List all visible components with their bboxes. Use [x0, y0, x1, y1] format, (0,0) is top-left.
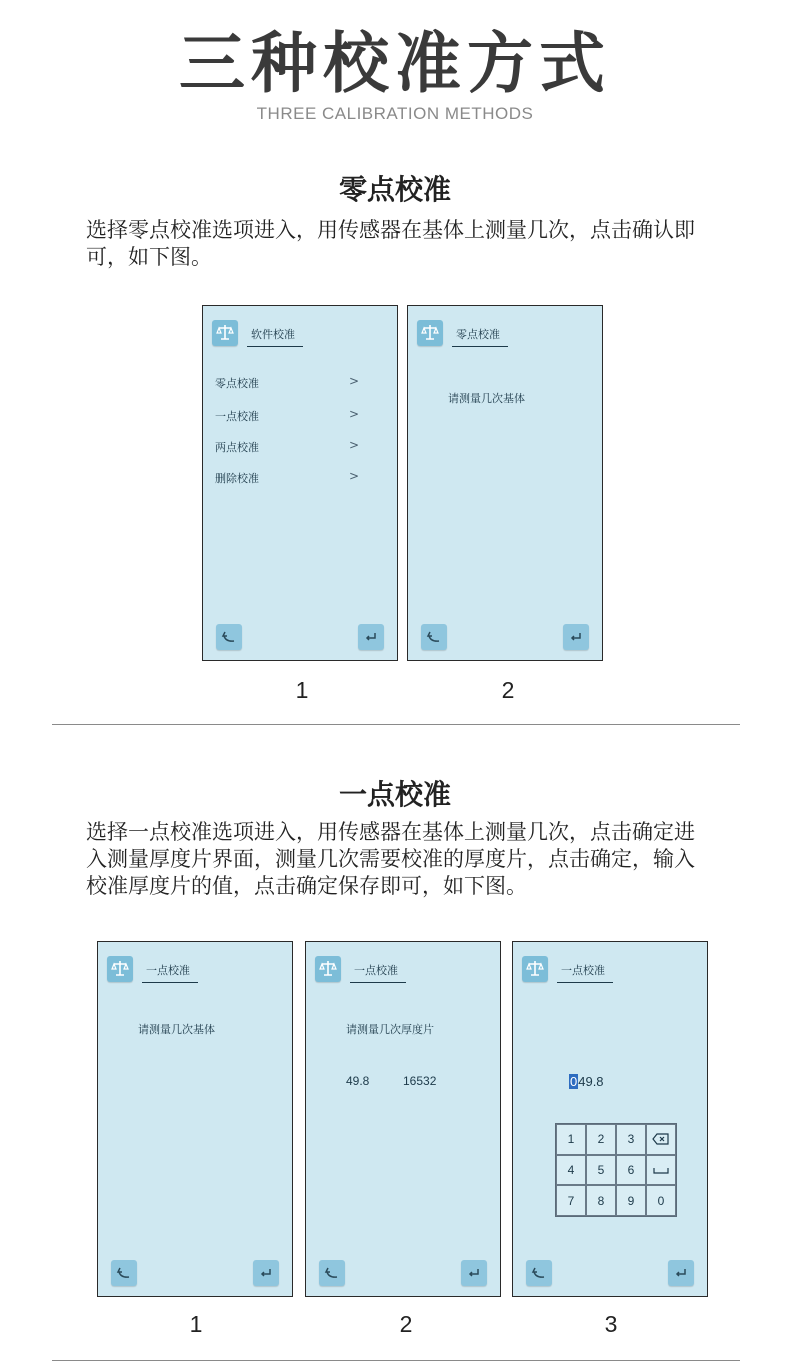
space-key[interactable]: [646, 1155, 676, 1186]
menu-item-two-point-calibration[interactable]: [215, 439, 365, 455]
measure-prompt: 请测量几次基体: [138, 1023, 215, 1036]
thickness-entry-field[interactable]: [569, 1074, 604, 1089]
section-one-point-description: 选择一点校准选项进入，用传感器在基体上测量几次，点击确定进入测量厚度片界面，测量几次需要校准的厚度片，点击确定，输入校准厚度片的值，点击确定保存即可，如下图。: [86, 820, 695, 898]
menu-item-label: 删除校准: [215, 472, 259, 485]
enter-icon: [362, 628, 380, 646]
key-4[interactable]: 4: [556, 1155, 586, 1186]
section-one-point-title: 一点校准: [338, 778, 451, 811]
chevron-right-icon: >: [349, 469, 360, 483]
menu-item-label: 零点校准: [215, 377, 259, 390]
section-divider: [52, 724, 740, 725]
key-0[interactable]: 0: [646, 1185, 676, 1216]
key-6[interactable]: 6: [616, 1155, 646, 1186]
figure-label: 2: [501, 677, 515, 703]
screen-title: 一点校准: [350, 962, 406, 983]
menu-item-one-point-calibration[interactable]: [215, 408, 365, 424]
back-button[interactable]: [421, 624, 447, 650]
menu-item-zero-calibration[interactable]: [215, 375, 365, 391]
key-2[interactable]: 2: [586, 1124, 616, 1155]
key-8[interactable]: 8: [586, 1185, 616, 1216]
section-zero-description: 选择零点校准选项进入，用传感器在基体上测量几次，点击确认即可，如下图。: [86, 218, 695, 269]
confirm-button[interactable]: [461, 1260, 487, 1286]
menu-item-label: 一点校准: [215, 410, 259, 423]
numeric-keypad: [555, 1123, 677, 1217]
scale-icon: [522, 956, 548, 982]
figure-label: 1: [295, 677, 309, 703]
entry-value: 49.8: [578, 1074, 604, 1089]
figure-label: 1: [189, 1311, 203, 1337]
reading-raw-count: 16532: [403, 1074, 437, 1088]
back-button[interactable]: [526, 1260, 552, 1286]
zero-screen-1: [202, 305, 398, 661]
back-icon: [425, 628, 443, 646]
page-subtitle: THREE CALIBRATION METHODS: [256, 104, 534, 123]
measure-prompt: 请测量几次厚度片: [346, 1023, 434, 1036]
back-icon: [220, 628, 238, 646]
back-icon: [323, 1264, 341, 1282]
enter-icon: [672, 1264, 690, 1282]
reading-value: 49.8: [346, 1074, 370, 1088]
backspace-key[interactable]: [646, 1124, 676, 1155]
screen-title: 软件校准: [247, 326, 303, 347]
chevron-right-icon: >: [349, 438, 360, 452]
confirm-button[interactable]: [253, 1260, 279, 1286]
back-button[interactable]: [111, 1260, 137, 1286]
confirm-button[interactable]: [668, 1260, 694, 1286]
menu-item-delete-calibration[interactable]: [215, 470, 365, 486]
screen-title: 一点校准: [557, 962, 613, 983]
back-icon: [115, 1264, 133, 1282]
back-icon: [530, 1264, 548, 1282]
scale-icon: [107, 956, 133, 982]
key-3[interactable]: 3: [616, 1124, 646, 1155]
key-7[interactable]: 7: [556, 1185, 586, 1216]
one-point-screen-1: [97, 941, 293, 1297]
confirm-button[interactable]: [563, 624, 589, 650]
key-5[interactable]: 5: [586, 1155, 616, 1186]
menu-item-label: 两点校准: [215, 441, 259, 454]
enter-icon: [567, 628, 585, 646]
chevron-right-icon: >: [349, 407, 360, 421]
measure-prompt: 请测量几次基体: [448, 392, 525, 405]
back-button[interactable]: [216, 624, 242, 650]
enter-icon: [465, 1264, 483, 1282]
one-point-screen-2: [305, 941, 501, 1297]
section-divider: [52, 1360, 740, 1361]
backspace-icon: [652, 1133, 670, 1145]
space-icon: [653, 1165, 669, 1175]
screen-title: 零点校准: [452, 326, 508, 347]
zero-screen-2: [407, 305, 603, 661]
confirm-button[interactable]: [358, 624, 384, 650]
one-point-screen-3: [512, 941, 708, 1297]
scale-icon: [212, 320, 238, 346]
scale-icon: [315, 956, 341, 982]
key-9[interactable]: 9: [616, 1185, 646, 1216]
chevron-right-icon: >: [349, 374, 360, 388]
enter-icon: [257, 1264, 275, 1282]
page-title: 三种校准方式: [179, 25, 611, 102]
section-zero-title: 零点校准: [338, 173, 451, 206]
back-button[interactable]: [319, 1260, 345, 1286]
screen-title: 一点校准: [142, 962, 198, 983]
scale-icon: [417, 320, 443, 346]
text-cursor: 0: [570, 1074, 578, 1089]
figure-label: 3: [604, 1311, 618, 1337]
figure-label: 2: [399, 1311, 413, 1337]
key-1[interactable]: 1: [556, 1124, 586, 1155]
